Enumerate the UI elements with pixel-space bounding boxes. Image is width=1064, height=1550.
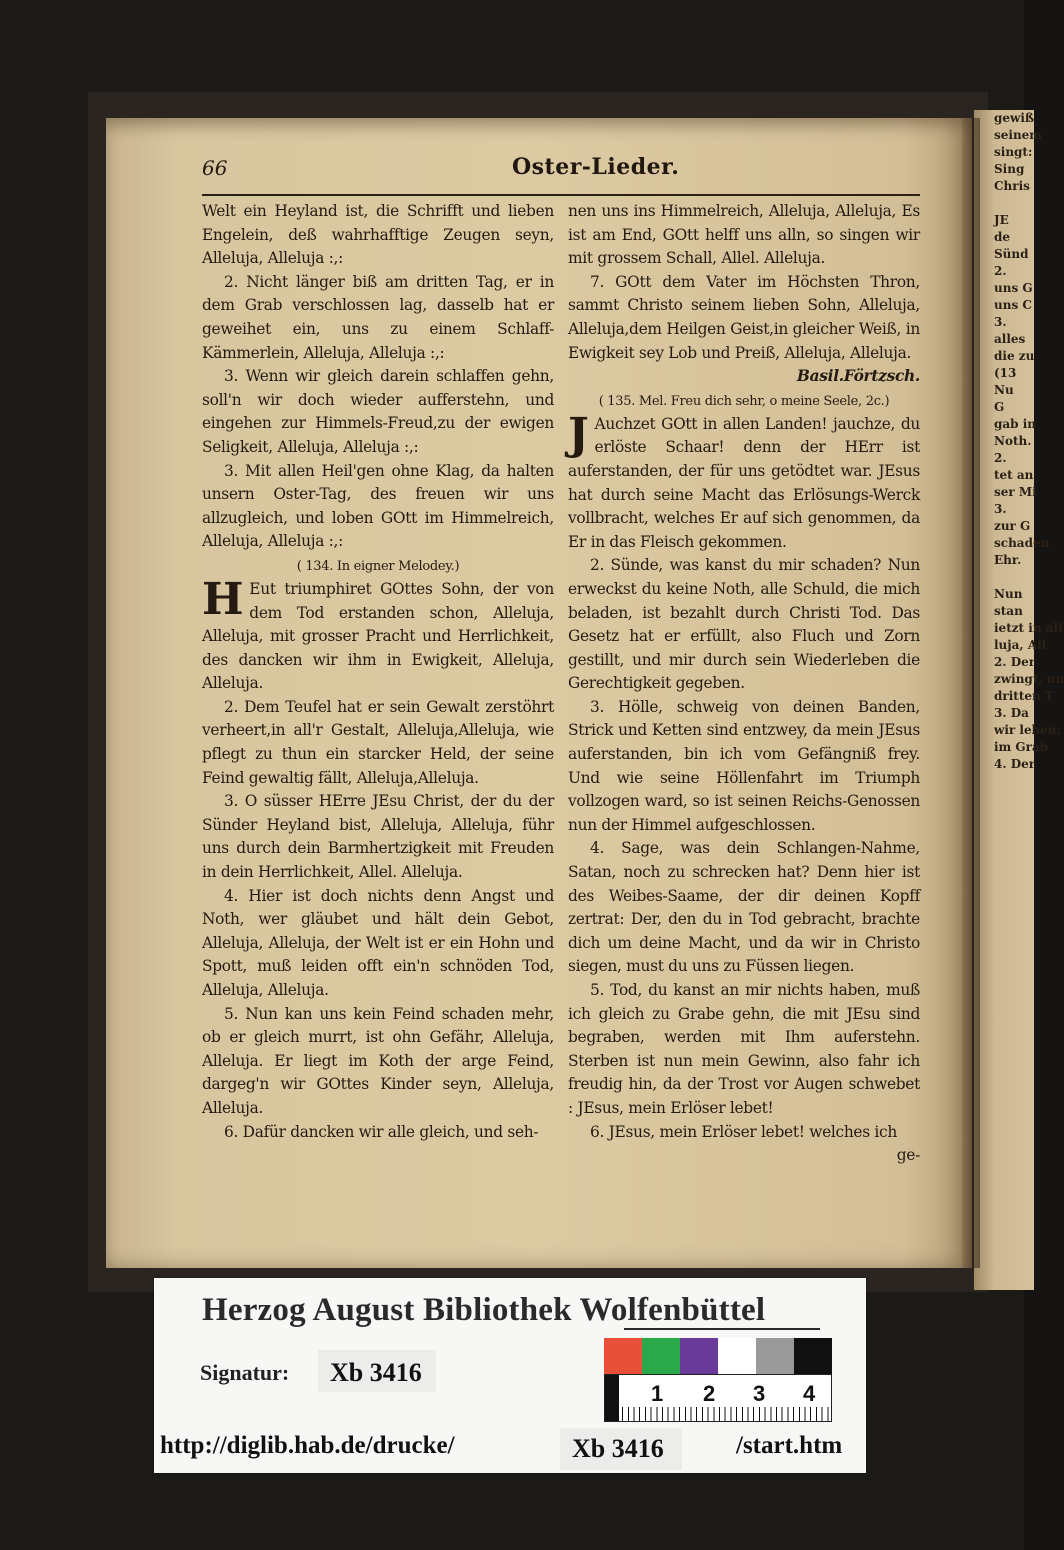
catchword: ge- <box>896 1146 920 1165</box>
color-swatch <box>718 1338 756 1374</box>
verse: 2. Dem Teufel hat er sein Gewalt zerstöhrt verheert,in all'r Gestalt, Alleluja,Alleluja, wie pflegt zu thun ein starcker Held, der seine Feind gewaltig fällt, Alleluja,Alleluja. <box>202 697 554 787</box>
page-gutter-shadow <box>962 118 980 1268</box>
verse: 7. GOtt dem Vater im Höchsten Thron, sammt Christo seinem lieben Sohn, Alleluja, Alleluja,dem Heilgen Geist,in gleicher Weiß, in Ewigkeit sey Lob und Preiß, Alleluja, Alleluja. <box>568 272 920 362</box>
color-swatch <box>680 1338 718 1374</box>
verse: 6. JEsus, mein Erlöser lebet! welches ich <box>590 1122 897 1141</box>
ruler-number: 4 <box>803 1381 816 1406</box>
library-name: Herzog August Bibliothek Wolfenbüttel <box>202 1292 766 1328</box>
url-prefix: http://diglib.hab.de/drucke/ <box>160 1432 455 1459</box>
running-head: Oster-Lieder. <box>512 154 680 180</box>
verse: 4. Hier ist doch nichts denn Angst und Noth, wer gläubet und hält dein Gebot, Alleluja, Alleluja, der Welt ist er ein Hohn und Spott, muß leiden offt ein'n schnöden Tod, Alleluja, Alleluja. <box>202 886 554 999</box>
ruler-ticks <box>605 1407 831 1421</box>
color-swatch <box>756 1338 794 1374</box>
ruler-number: 3 <box>753 1381 766 1406</box>
facing-page-fragment <box>974 110 1064 1290</box>
signature-label: Signatur: <box>200 1360 290 1385</box>
ruler-number: 1 <box>651 1381 664 1406</box>
verse-continuation: Welt ein Heyland ist, die Schrifft und lieben Engelein, deß wahrhafftige Zeugen seyn, Alleluja, Alleluja :,: <box>202 202 554 268</box>
library-name-underline <box>624 1328 820 1330</box>
color-swatch <box>604 1338 642 1374</box>
color-swatch <box>642 1338 680 1374</box>
hymn-heading: ( 135. Mel. Freu dich sehr, o meine Seele, 2c.) <box>598 393 890 409</box>
verse-text: Auchzet GOtt in allen Landen! jauchze, du erlöste Schaar! denn der HErr ist auferstanden, der für uns getödtet war. JEsus hat durch seine Macht das Erlösungs-Werck vollbracht, welches Er auf sich genommen, da Er in das Fleisch gekommen. <box>568 414 920 551</box>
verse: 6. Dafür dancken wir alle gleich, und seh- <box>224 1122 539 1141</box>
facing-page-text: gewiß seinem singt: Sing Chris JE de Sünd 2. uns G uns C 3. alles die zu (13 Nu G gab in Noth. 2. tet an ser Mi 3. zur G schaden Ehr. Nun stan ietzt in all luja, All 2. Der zwingt, un dritten T 3. Da wir leben: im Grab 4. Der <box>994 111 1064 771</box>
right-column <box>568 200 920 1168</box>
verse <box>202 573 554 696</box>
verse: 5. Tod, du kanst an mir nichts haben, muß ich gleich zu Grabe gehn, die mit JEsu sind begraben, werden mit Ihm auferstehn. Sterben ist nun mein Gewinn, also fahr ich freudig hin, da der Trost vor Augen schwebet : JEsus, mein Erlöser lebet! <box>568 981 920 1117</box>
book-page <box>106 118 972 1268</box>
drop-cap: H <box>202 573 244 625</box>
color-swatch <box>794 1338 832 1374</box>
verse: 5. Nun kan uns kein Feind schaden mehr, ob er gleich murrt, ist ohn Gefähr, Alleluja, Alleluja. Er liegt im Koth der arge Feind, dargeg'n wir GOttes Kinder seyn, Alleluja, Alleluja. <box>202 1004 554 1117</box>
color-calibration-swatches <box>604 1338 832 1374</box>
verse: 2. Nicht länger biß am dritten Tag, er in dem Grab verschlossen lag, dasselb hat er geweihet ein, uns zu einem Schlaff-Kämmerlein, Alleluja, Alleluja :,: <box>202 272 554 362</box>
drop-cap: J <box>568 408 589 460</box>
library-label-card <box>154 1278 866 1473</box>
verse: 3. Mit allen Heil'gen ohne Klag, da halten unsern Oster-Tag, des freuen wir uns allzugleich, und loben GOtt im Himmelreich, Alleluja, Alleluja :,: <box>202 461 554 551</box>
header-rule <box>202 194 920 196</box>
hymn-author: Basil.Förtzsch. <box>796 367 920 386</box>
page-number: 66 <box>202 156 228 180</box>
url-signature: Xb 3416 <box>572 1434 664 1463</box>
page-header <box>202 154 922 184</box>
verse-text: Eut triumphiret GOttes Sohn, der von dem Tod erstanden schon, Alleluja, Alleluja, mit grosser Pracht und Herrlichkeit, des dancken wir ihm in Ewigkeit, Alleluja, Alleluja. <box>202 579 554 693</box>
url-suffix: /start.htm <box>736 1432 843 1459</box>
left-column <box>202 200 554 1144</box>
verse-continuation: nen uns ins Himmelreich, Alleluja, Alleluja, Es ist am End, GOtt helff uns alln, so singen wir mit grossem Schall, Allel. Alleluja. <box>568 202 920 268</box>
hymn-heading: ( 134. In eigner Melodey.) <box>296 558 460 574</box>
verse: 3. Hölle, schweig von deinen Banden, Strick und Ketten sind entzwey, da mein JEsus auferstanden, bin ich vom Gefängniß frey. Und wie seine Höllenfahrt im Triumph vollzogen ward, so ist seinen Reichs-Genossen nun der Himmel aufgeschlossen. <box>568 697 920 834</box>
verse: 3. O süsser HErre JEsu Christ, der du der Sünder Heyland bist, Alleluja, Alleluja, führ uns durch dein Barmhertzigkeit mit Freuden in dein Herrlichkeit, Allel. Alleluja. <box>202 792 554 882</box>
verse: 2. Sünde, was kanst du mir schaden? Nun erweckst du keine Noth, alle Schuld, die mich beladen, ist bezahlt durch Christi Tod. Das Gesetz hat er erfüllt, also Fluch und Zorn gestillt, und mir durch sein Wiederleben die Gerechtigkeit gegeben. <box>568 556 920 693</box>
verse <box>568 408 920 555</box>
ruler-number: 2 <box>703 1381 716 1406</box>
signature-value: Xb 3416 <box>330 1358 422 1387</box>
verse: 3. Wenn wir gleich darein schlaffen gehn, soll'n wir doch wieder aufferstehn, und eingehen zur Himmels-Freud,zu der ewigen Seligkeit, Alleluja, Alleluja :,: <box>202 367 554 456</box>
scale-ruler <box>604 1374 832 1422</box>
verse: 4. Sage, was dein Schlangen-Nahme, Satan, noch zu schrecken hat? Denn hier ist des Weibes-Saame, der dir deinen Kopff zertrat: Der, den du in Tod gebracht, brachte dich um deine Macht, und da wir in Christo siegen, must du uns zu Füssen liegen. <box>568 839 920 976</box>
